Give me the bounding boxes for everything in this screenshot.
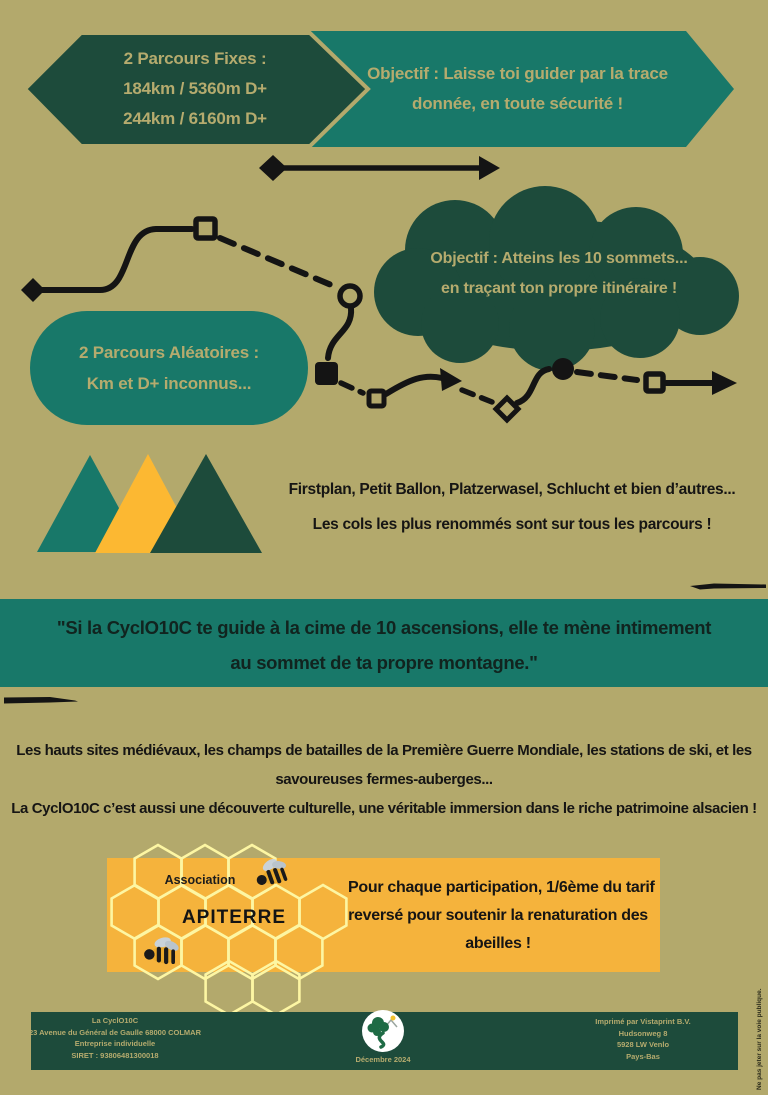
footer-printer-city: 5928 LW Venlo [616,1040,670,1049]
random-pill-line1: 2 Parcours Aléatoires : [79,343,259,362]
pledge-line3: abeilles ! [465,935,531,952]
quote-line1: "Si la CyclO10C te guide à la cime de 10 ascensions, elle te mène intimement [56,617,712,638]
culture-text [0,736,768,823]
route-end-arrowhead [712,371,737,395]
cloud-line1: Objectif : Atteins les 10 sommets... [430,250,688,267]
brush-stroke-bottom-left [4,697,78,704]
pledge-line1: Pour chaque participation, 1/6ème du tarif [348,879,655,896]
footer-printer-block [543,1016,743,1062]
random-pill-text [30,337,308,399]
cloud-line2: en traçant ton propre itinéraire ! [441,280,677,297]
footer-printer-country: Pays-Bas [626,1051,660,1061]
route-mid-arrowhead [440,368,462,391]
quote-line2: au sommet de ta propre montagne." [230,652,538,673]
footer-org-address: 23 Avenue du Général de Gaulle 68000 COLMAR [28,1027,201,1037]
guided-banner-line2: donnée, en toute sécurité ! [412,94,623,113]
pledge-text [348,874,655,958]
fixed-banner-text [62,44,328,134]
mountains-icon [37,454,262,553]
route-end-square [646,374,663,391]
route-checkpoint-square [196,219,215,238]
association-label: Association [164,873,236,887]
guided-banner-text [330,59,705,119]
route-filled-circle [552,358,574,380]
footer-org-block [20,1015,210,1061]
route-small-square [369,391,384,406]
pledge-line2: reversé pour soutenir la renaturation des [348,907,648,924]
cloud-text [398,244,720,304]
footer-printer-name: Imprimé par Vistaprint B.V. [595,1017,691,1026]
culture-line2: savoureuses fermes-auberges... [275,771,493,788]
footer-printer-street: Hudsonweg 8 [618,1028,668,1038]
fixed-banner-title: 2 Parcours Fixes : [123,49,267,68]
cols-text [256,472,768,542]
fixed-banner-stat2: 244km / 6160m D+ [123,109,267,128]
quote-text [0,610,768,680]
culture-line3: La CyclO10C c’est aussi une découverte culturelle, une véritable immersion dans le riche patrimoine alsacien ! [11,800,757,817]
culture-line1: Les hauts sites médiévaux, les champs de batailles de la Première Guerre Mondiale, les stations de ski, et les [16,742,752,759]
random-pill-line2: Km et D+ inconnus... [86,374,252,393]
route-filled-square [315,362,338,385]
cols-line2: Les cols les plus renommés sont sur tous les parcours ! [312,516,712,533]
logo-icon [362,1010,404,1052]
footer-org-type: Entreprise individuelle [74,1039,156,1048]
footer-date: Décembre 2024 [355,1055,411,1064]
cols-line1: Firstplan, Petit Ballon, Platzerwasel, Schlucht et bien d’autres... [288,481,736,498]
guided-banner-line1: Objectif : Laisse toi guider par la trace [367,64,668,83]
side-note: Ne pas jeter sur la voie publique. [756,988,763,1090]
route-checkpoint-circle [340,286,360,306]
route-start-diamond [21,278,45,302]
brush-stroke-top-right [690,584,766,590]
apiterre-name: APITERRE [181,907,287,928]
footer-org-siret: SIRET : 93806481300018 [71,1050,159,1060]
double-arrow-icon [259,155,500,181]
footer-org-name: La CyclO10C [91,1016,139,1025]
fixed-banner-stat1: 184km / 5360m D+ [123,79,267,98]
